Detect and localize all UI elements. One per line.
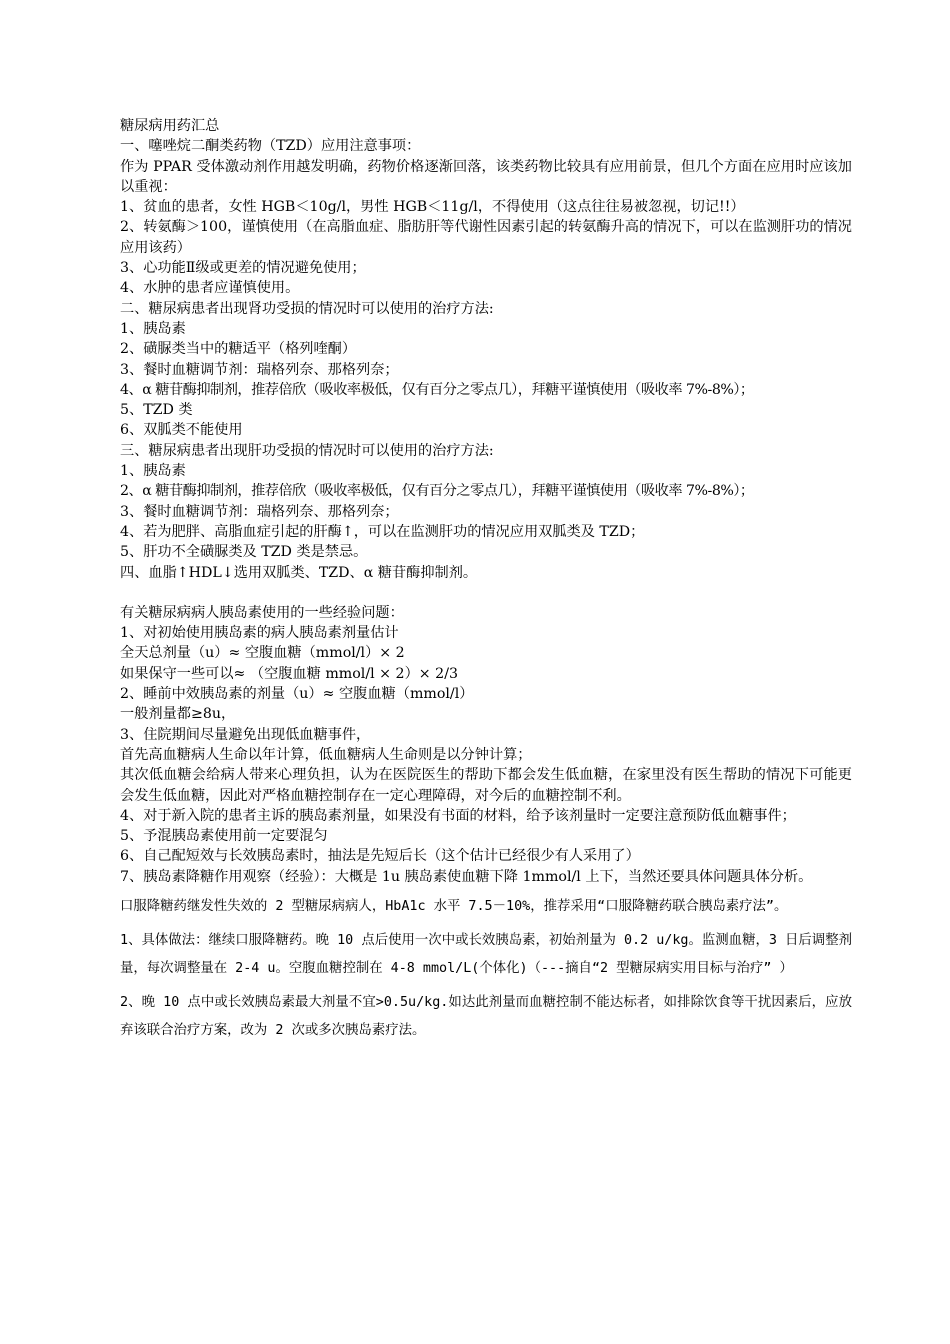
insulin-line: 2、睡前中效胰岛素的剂量（u）≈ 空腹血糖（mmol/l） [120,686,474,703]
oral-failure-paragraph: 2、晚 10 点中或长效胰岛素最大剂量不宜>0.5u/kg.如达此剂量而血糖控制不能达标者，如排除饮食等干扰因素后，应放弃该联合治疗方案，改为 2 次或多次胰岛素疗法。 [120,994,852,1038]
document-page [120,116,852,1051]
liver-item: 5、肝功不全磺脲类及 TZD 类是禁忌。 [120,544,368,561]
oral-failure-paragraph: 1、具体做法：继续口服降糖药。晚 10 点后使用一次中或长效胰岛素，初始剂量为 0.2 u/kg。监测血糖，3 日后调整剂量，每次调整量在 2-4 u。空腹血糖控制在 4-8 mmol/L(个体化)（---摘自“2 型糖尿病实用目标与治疗” ） [120,932,852,976]
insulin-line: 全天总剂量（u）≈ 空腹血糖（mmol/l）× 2 [120,645,405,662]
kidney-item: 4、α 糖苷酶抑制剂，推荐倍欣（吸收率极低，仅有百分之零点几），拜糖平谨慎使用（吸收率 7%-8%）； [120,381,754,398]
tzd-item: 3、心功能Ⅱ级或更差的情况避免使用； [120,260,366,277]
kidney-item: 2、磺脲类当中的糖适平（格列喹酮） [120,341,357,358]
liver-item: 1、胰岛素 [120,463,186,480]
insulin-line: 首先高血糖病人生命以年计算，低血糖病人生命则是以分钟计算； [120,746,532,763]
tzd-intro: 作为 PPAR 受体激动剂作用越发明确，药物价格逐渐回落，该类药物比较具有应用前景，但几个方面在应用时应该加以重视： [120,158,852,195]
insulin-line: 如果保守一些可以≈ （空腹血糖 mmol/l × 2）× 2/3 [120,665,459,682]
tzd-heading: 一、噻唑烷二酮类药物（TZD）应用注意事项： [120,138,421,155]
kidney-item: 3、餐时血糖调节剂：瑞格列奈、那格列奈； [120,361,399,378]
insulin-heading: 有关糖尿病病人胰岛素使用的一些经验问题： [120,604,404,621]
oral-failure-paragraph: 口服降糖药继发性失效的 2 型糖尿病病人，HbA1c 水平 7.5－10%，推荐采用“口服降糖药联合胰岛素疗法”。 [120,898,788,914]
insulin-line: 5、予混胰岛素使用前一定要混匀 [120,828,328,845]
insulin-paragraph: 其次低血糖会给病人带来心理负担，认为在医院医生的帮助下都会发生低血糖，在家里没有医生帮助的情况下可能更会发生低血糖，因此对严格血糖控制存在一定心理障碍，对今后的血糖控制不利。 [120,767,852,804]
insulin-line: 6、自己配短效与长效胰岛素时，抽法是先短后长（这个估计已经很少有人采用了） [120,848,640,865]
kidney-heading: 二、糖尿病患者出现肾功受损的情况时可以使用的治疗方法: [120,300,494,317]
kidney-item: 1、胰岛素 [120,320,186,337]
insulin-line: 一般剂量都≥8u， [120,706,236,723]
kidney-item: 5、TZD 类 [120,402,193,419]
insulin-paragraph: 4、对于新入院的患者主诉的胰岛素剂量，如果没有书面的材料，给予该剂量时一定要注意预防低血糖事件； [120,807,796,824]
liver-item: 4、若为肥胖、高脂血症引起的肝酶↑，可以在监测肝功的情况应用双胍类及 TZD； [120,523,645,540]
insulin-line: 1、对初始使用胰岛素的病人胰岛素剂量估计 [120,625,399,642]
oral-failure-section [120,893,852,1045]
spacer [120,583,852,603]
drug-summary-section [120,116,852,583]
tzd-item: 2、转氨酶＞100，谨慎使用（在高脂血症、脂肪肝等代谢性因素引起的转氨酶升高的情况下，可以在监测肝功的情况应用该药） [120,219,852,256]
liver-item: 2、α 糖苷酶抑制剂，推荐倍欣（吸收率极低，仅有百分之零点几），拜糖平谨慎使用（吸收率 7%-8%）； [120,483,754,500]
kidney-item: 6、双胍类不能使用 [120,422,243,439]
insulin-line: 3、住院期间尽量避免出现低血糖事件， [120,726,371,743]
document-title: 糖尿病用药汇总 [120,118,220,134]
insulin-paragraph: 7、胰岛素降糖作用观察（经验）：大概是 1u 胰岛素使血糖下降 1mmol/l 上下，当然还要具体问题具体分析。 [120,868,813,885]
liver-item: 3、餐时血糖调节剂：瑞格列奈、那格列奈； [120,503,399,520]
tzd-item: 1、贫血的患者，女性 HGB＜10g/l，男性 HGB＜11g/l，不得使用（这点往往易被忽视，切记!!） [120,199,745,216]
liver-heading: 三、糖尿病患者出现肝功受损的情况时可以使用的治疗方法: [120,442,494,459]
lipid-heading: 四、血脂↑HDL↓选用双胍类、TZD、α 糖苷酶抑制剂。 [120,564,478,581]
insulin-experience-section [120,603,852,887]
tzd-item: 4、水肿的患者应谨慎使用。 [120,280,300,297]
